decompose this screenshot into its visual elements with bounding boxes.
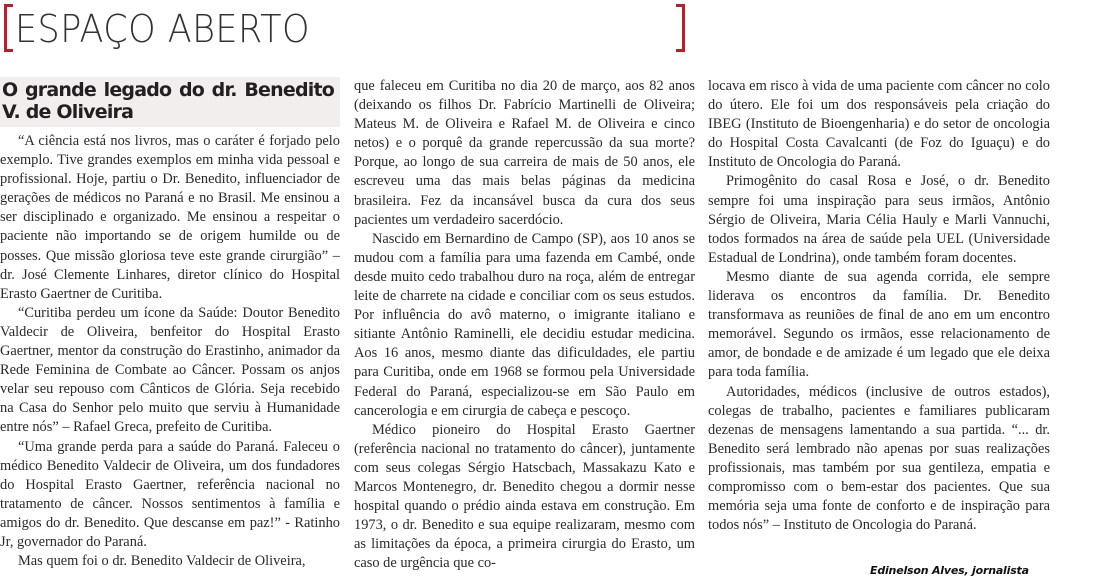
right-bracket-ornament <box>676 4 685 52</box>
article-column-1 <box>0 77 340 571</box>
section-title: ESPAÇO ABERTO <box>15 7 310 51</box>
paragraph: “Uma grande perda para a saúde do Paraná. Faleceu o médico Benedito Valdecir de Oliveira, um dos fundadores do Hospital Erasto Gaertner, referência nacional no tratamento de câncer. Nossos sentimentos à família e amigos do dr. Benedito. Que descanse em paz!” - Ratinho Jr, governador do Paraná. <box>0 438 340 550</box>
paragraph: Mas quem foi o dr. Benedito Valdecir de Oliveira, <box>18 553 306 570</box>
author-signature: Edinelson Alves, jornalista <box>870 564 1029 577</box>
left-bracket-ornament <box>4 4 13 52</box>
paragraph: “A ciência está nos livros, mas o caráter é forjado pelo exemplo. Tive grandes exemplos em minha vida pessoal e profissional. Hoje, partiu o Dr. Benedito, influenciador de gerações de médicos no Paraná e no Brasil. Me ensinou a ser disciplinado e organizado. Me ensinou a respeitar o paciente não importando se de origem humilde ou de posses. Que missão gloriosa teve este grande cirurgião” – dr. José Clemente Linhares, diretor clínico do Hospital Erasto Gaertner de Curitiba. <box>0 133 340 302</box>
paragraph-continued: locava em risco à vida de uma paciente com câncer no colo do útero. Ele foi um dos responsáveis pela criação do IBEG (Instituto de Bioengenharia) e do setor de oncologia do Hospital Costa Cavalcanti (de Foz do Iguaçu) e do Instituto de Oncologia do Paraná. <box>708 78 1050 171</box>
paragraph: Médico pioneiro do Hospital Erasto Gaertner (referência nacional no tratamento do câncer), juntamente com seus colegas Sérgio Hatscbach, Massakazu Kato e Marcos Montenegro, dr. Benedito chegou a dormir nesse hospital quando o prédio ainda estava em construção. Em 1973, o dr. Benedito e sua equipe realizaram, mesmo com as limitações da época, a primeira cirurgia do Erasto, um caso de urgência que co- <box>354 421 695 572</box>
article-column-3 <box>708 77 1050 535</box>
paragraph: Autoridades, médicos (inclusive de outros estados), colegas de trabalho, pacientes e familiares publicaram dezenas de mensagens lamentando a sua partida. “... dr. Benedito será lembrado não apenas por suas realizações profissionais, mas também por sua gentileza, empatia e compromisso com o bem-estar dos pacientes. Que sua memória seja uma fonte de conforto e de inspiração para todos nós” – Instituto de Oncologia do Paraná. <box>708 383 1050 534</box>
paragraph-continued: que faleceu em Curitiba no dia 20 de março, aos 82 anos (deixando os filhos Dr. Fabrício Martinelli de Oliveira; Mateus M. de Oliveira e Rafael M. de Oliveira e cinco netos) e o porquê da grande repercussão da sua morte? Porque, ao longo de sua carreira de mais de 50 anos, ele escreveu uma das mais belas páginas da medicina brasileira. Fez da incansável busca da cura dos seus pacientes um verdadeiro sacerdócio. <box>354 78 695 228</box>
paragraph: Mesmo diante de sua agenda corrida, ele sempre liderava os encontros da família. Dr. Benedito transformava as reuniões de final de ano em um encontro memorável. Segundo os irmãos, esse relacionamento de amor, de bondade e de amizade é um legado que ele deixa para toda família. <box>708 268 1050 381</box>
paragraph: “Curitiba perdeu um ícone da Saúde: Doutor Benedito Valdecir de Oliveira, benfeitor do Hospital Erasto Gaertner, mentor da construção do Erastinho, animador da Rede Feminina de Combate ao Câncer. Possam os anjos velar seu repouso com Cânticos de Glória. Seja recebido na Casa do Senhor pelo muito que serviu à Humanidade entre nós” – Rafael Greca, prefeito de Curitiba. <box>0 304 340 436</box>
paragraph: Nascido em Bernardino de Campo (SP), aos 10 anos se mudou com a família para uma fazenda em Cambé, onde desde muito cedo trabalhou duro na roça, além de entregar leite de charrete na cidade e conciliar com os seus estudos. Por influência do avô materno, o imigrante italiano e sitiante Antônio Raminelli, ele decidiu estudar medicina. Aos 16 anos, mesmo diante das dificuldades, ele partiu para Curitiba, onde em 1968 se formou pela Universidade Federal do Paraná, especializou-se em São Paulo em cancerologia e em cirurgia de cabeça e pescoço. <box>354 230 695 419</box>
article-headline: O grande legado do dr. Benedito V. de Oliveira <box>0 77 340 127</box>
section-header <box>0 0 700 60</box>
article-column-2 <box>354 77 695 573</box>
paragraph: Primogênito do casal Rosa e José, o dr. Benedito sempre foi uma inspiração para seus irmãos, Antônio Sérgio de Oliveira, Maria Célia Hauly e Marli Vannuchi, todos formados na área de saúde pela UEL (Universidade Estadual de Londrina), onde também foram docentes. <box>708 173 1050 266</box>
